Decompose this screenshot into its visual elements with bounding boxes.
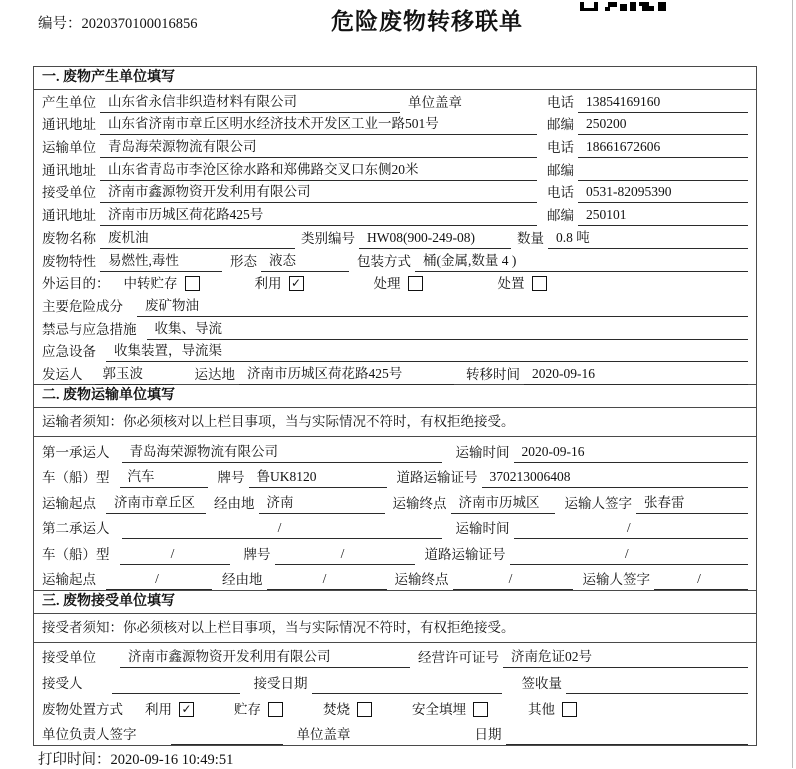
form-row <box>34 539 756 565</box>
checkbox-icon <box>562 702 577 717</box>
checkbox-icon <box>532 276 547 291</box>
field-label: 道路运输证号 <box>396 470 478 486</box>
field-label: 数量 <box>517 230 544 246</box>
field-label: 牌号 <box>243 546 271 562</box>
field-value: / <box>514 520 749 539</box>
checkbox-label: 中转贮存 <box>123 276 178 292</box>
field-value: 250200 <box>578 116 748 135</box>
field-value: 易燃性,毒性 <box>100 249 222 272</box>
field-label: 邮编 <box>547 117 574 133</box>
checkbox-label: 利用 <box>254 276 282 292</box>
form-row <box>34 720 756 746</box>
form-row <box>34 463 756 489</box>
field-label: 第二承运人 <box>42 521 110 537</box>
field-value: 18661672606 <box>578 139 748 158</box>
field-label: 经由地 <box>214 495 255 511</box>
checkbox-icon <box>473 702 488 717</box>
field-label: 发运人 <box>42 366 83 382</box>
checkbox-icon <box>268 702 283 717</box>
field-value: 收集、导流 <box>147 317 749 340</box>
field-value: 0531-82095390 <box>578 184 748 203</box>
form-row <box>34 668 756 694</box>
section-notice: 接受者须知：你必须核对以上栏目事项，当与实际情况不符时，有权拒绝接受。 <box>34 614 756 643</box>
page-edge-divider <box>792 0 793 768</box>
field-value: 13854169160 <box>578 94 748 113</box>
field-value: 济南市历城区荷花路425号 <box>239 362 454 385</box>
field-value <box>578 178 748 181</box>
form-row <box>34 294 756 317</box>
checkbox-label: 贮存 <box>234 701 261 717</box>
field-label: 车（船）型 <box>42 546 110 562</box>
checkbox-option <box>234 698 283 720</box>
field-label: 形态 <box>230 253 257 269</box>
field-label: 运输起点 <box>42 572 96 588</box>
field-label: 邮编 <box>547 162 574 178</box>
field-label: 道路运输证号 <box>424 546 506 562</box>
field-value: / <box>654 571 748 590</box>
field-value <box>312 691 502 694</box>
print-time-value: 2020-09-16 10:49:51 <box>110 752 234 768</box>
field-label: 接受单位 <box>42 650 96 666</box>
field-value: 济南市鑫源物资开发利用有限公司 <box>120 645 410 668</box>
section-3 <box>33 590 757 746</box>
checkbox-option <box>124 272 200 294</box>
field-value: / <box>122 520 442 539</box>
field-label: 经由地 <box>222 572 263 588</box>
field-label: 日期 <box>474 727 502 743</box>
field-value: / <box>510 546 749 565</box>
field-value <box>506 742 749 745</box>
checkbox-label: 其他 <box>528 701 555 717</box>
field-label: 接受单位 <box>42 185 96 201</box>
section-2 <box>33 384 757 591</box>
field-label: 车（船）型 <box>42 470 110 486</box>
field-label: 运输时间 <box>455 444 510 460</box>
field-label: 电话 <box>547 140 574 156</box>
field-label: 运输时间 <box>455 521 510 537</box>
field-value: 山东省永信非织造材料有限公司 <box>100 90 400 113</box>
form-row <box>34 340 756 363</box>
field-label: 接受人 <box>42 675 83 691</box>
section-heading: 三. 废物接受单位填写 <box>34 591 756 614</box>
field-label: 通讯地址 <box>42 117 96 133</box>
field-value: 液态 <box>261 249 349 272</box>
field-label: 包装方式 <box>357 253 411 269</box>
field-label: 牌号 <box>217 470 245 486</box>
field-value: 青岛海荣源物流有限公司 <box>100 135 537 158</box>
field-label: 电话 <box>547 185 574 201</box>
checkbox-checked-icon <box>179 702 194 717</box>
field-label: 第一承运人 <box>42 444 110 460</box>
field-value: 370213006408 <box>482 469 749 488</box>
field-value: 济南市历城区 <box>451 491 555 514</box>
field-value: 济南 <box>259 491 385 514</box>
field-label: 废物特性 <box>42 253 96 269</box>
field-label: 运输人签字 <box>582 572 650 588</box>
field-label: 废物处置方式 <box>42 701 123 717</box>
field-label: 运输人签字 <box>564 495 632 511</box>
field-label: 运达地 <box>194 366 235 382</box>
field-value: 收集装置，导流渠 <box>106 339 748 362</box>
serial-value: 2020370100016856 <box>81 16 198 32</box>
checkbox-label: 处理 <box>373 276 401 292</box>
form-row <box>34 643 756 669</box>
checkbox-checked-icon <box>289 276 304 291</box>
field-label: 类别编号 <box>301 230 355 246</box>
field-value: / <box>120 546 230 565</box>
field-value: 250101 <box>578 207 748 226</box>
checkbox-label: 利用 <box>145 701 172 717</box>
field-value: 青岛海荣源物流有限公司 <box>122 440 442 463</box>
field-value: 桶(金属,数量 4 ) <box>415 249 748 272</box>
field-value: 济南危证02号 <box>503 645 748 668</box>
form-row <box>34 362 756 385</box>
checkbox-label: 处置 <box>497 276 525 292</box>
field-label: 主要危险成分 <box>42 298 123 314</box>
check-mark-icon: ✓ <box>290 276 302 291</box>
field-value: 0.8 吨 <box>548 226 748 249</box>
form-row <box>34 249 756 272</box>
field-label: 通讯地址 <box>42 162 96 178</box>
form-row <box>34 203 756 226</box>
form-row <box>34 113 756 136</box>
field-label: 运输起点 <box>42 495 96 511</box>
checkbox-option <box>323 698 372 720</box>
field-label: 通讯地址 <box>42 208 96 224</box>
form-row <box>34 565 756 591</box>
field-label: 单位负责人签字 <box>42 727 137 743</box>
qr-code-fragment-icon <box>578 0 668 11</box>
form-row <box>34 135 756 158</box>
print-time-label: 打印时间： <box>38 752 111 768</box>
field-label: 邮编 <box>547 208 574 224</box>
field-value: 汽车 <box>120 465 208 488</box>
field-label: 运输终点 <box>392 495 447 511</box>
field-label: 应急设备 <box>42 344 96 360</box>
field-value: HW08(900-249-08) <box>359 230 511 249</box>
section-heading: 二. 废物运输单位填写 <box>34 385 756 408</box>
field-value: 山东省济南市章丘区明水经济技术开发区工业一路501号 <box>100 112 537 135</box>
check-mark-icon: ✓ <box>181 701 192 716</box>
field-label: 转移时间 <box>466 366 520 382</box>
field-value: 山东省青岛市李沧区徐水路和郑佛路交叉口东侧20米 <box>100 158 537 181</box>
field-value: 济南市历城区荷花路425号 <box>100 203 537 226</box>
serial-number <box>38 12 198 33</box>
field-value: / <box>106 571 212 590</box>
checkbox-label: 安全填埋 <box>412 701 466 717</box>
form-row <box>34 90 756 113</box>
field-label: 签收量 <box>521 675 562 691</box>
form-row <box>34 437 756 463</box>
form-row <box>34 272 756 295</box>
form-row <box>34 226 756 249</box>
checkbox-option <box>145 698 194 720</box>
form-row <box>34 694 756 720</box>
field-value: 鲁UK8120 <box>249 465 387 488</box>
checkbox-option <box>528 698 577 720</box>
checkbox-option <box>255 272 304 294</box>
serial-label: 编号： <box>38 16 82 32</box>
form-row <box>34 158 756 181</box>
field-value: / <box>267 571 387 590</box>
field-value: 废矿物油 <box>137 294 748 317</box>
field-value: / <box>453 571 573 590</box>
section-heading: 一. 废物产生单位填写 <box>34 67 756 90</box>
field-label: 电话 <box>547 94 574 110</box>
field-label: 经营许可证号 <box>418 650 499 666</box>
form-row <box>34 488 756 514</box>
form-row <box>34 317 756 340</box>
form-row <box>34 514 756 540</box>
field-label: 运输终点 <box>394 572 449 588</box>
field-label: 单位盖章 <box>296 727 351 743</box>
field-value <box>112 691 240 694</box>
checkbox-option <box>412 698 488 720</box>
field-label: 运输单位 <box>42 140 96 156</box>
field-label: 外运目的： <box>42 276 110 292</box>
field-value: 济南市章丘区 <box>106 491 206 514</box>
field-label: 产生单位 <box>42 94 96 110</box>
checkbox-option <box>498 272 547 294</box>
field-label: 单位盖章 <box>408 94 462 110</box>
section-notice: 运输者须知：你必须核对以上栏目事项，当与实际情况不符时，有权拒绝接受。 <box>34 408 756 437</box>
page-title: 危险废物转移联单 <box>331 9 523 34</box>
field-value: 废机油 <box>100 226 295 249</box>
field-value: 郭玉波 <box>95 362 173 385</box>
field-label: 废物名称 <box>42 230 96 246</box>
field-value: / <box>275 546 415 565</box>
form-row <box>34 181 756 204</box>
field-value: 2020-09-16 <box>514 444 749 463</box>
checkbox-option <box>374 272 423 294</box>
print-time <box>38 748 233 769</box>
field-label: 接受日期 <box>253 675 308 691</box>
checkbox-label: 焚烧 <box>323 701 350 717</box>
section-1 <box>33 66 757 386</box>
field-value: 济南市鑫源物资开发利用有限公司 <box>100 180 537 203</box>
field-value: 张春雷 <box>636 491 748 514</box>
checkbox-icon <box>408 276 423 291</box>
form-body <box>33 66 757 746</box>
field-value <box>566 691 748 694</box>
field-label: 禁忌与应急措施 <box>42 321 137 337</box>
checkbox-icon <box>357 702 372 717</box>
field-value: 2020-09-16 <box>524 366 748 385</box>
field-value <box>171 742 283 745</box>
checkbox-icon <box>185 276 200 291</box>
